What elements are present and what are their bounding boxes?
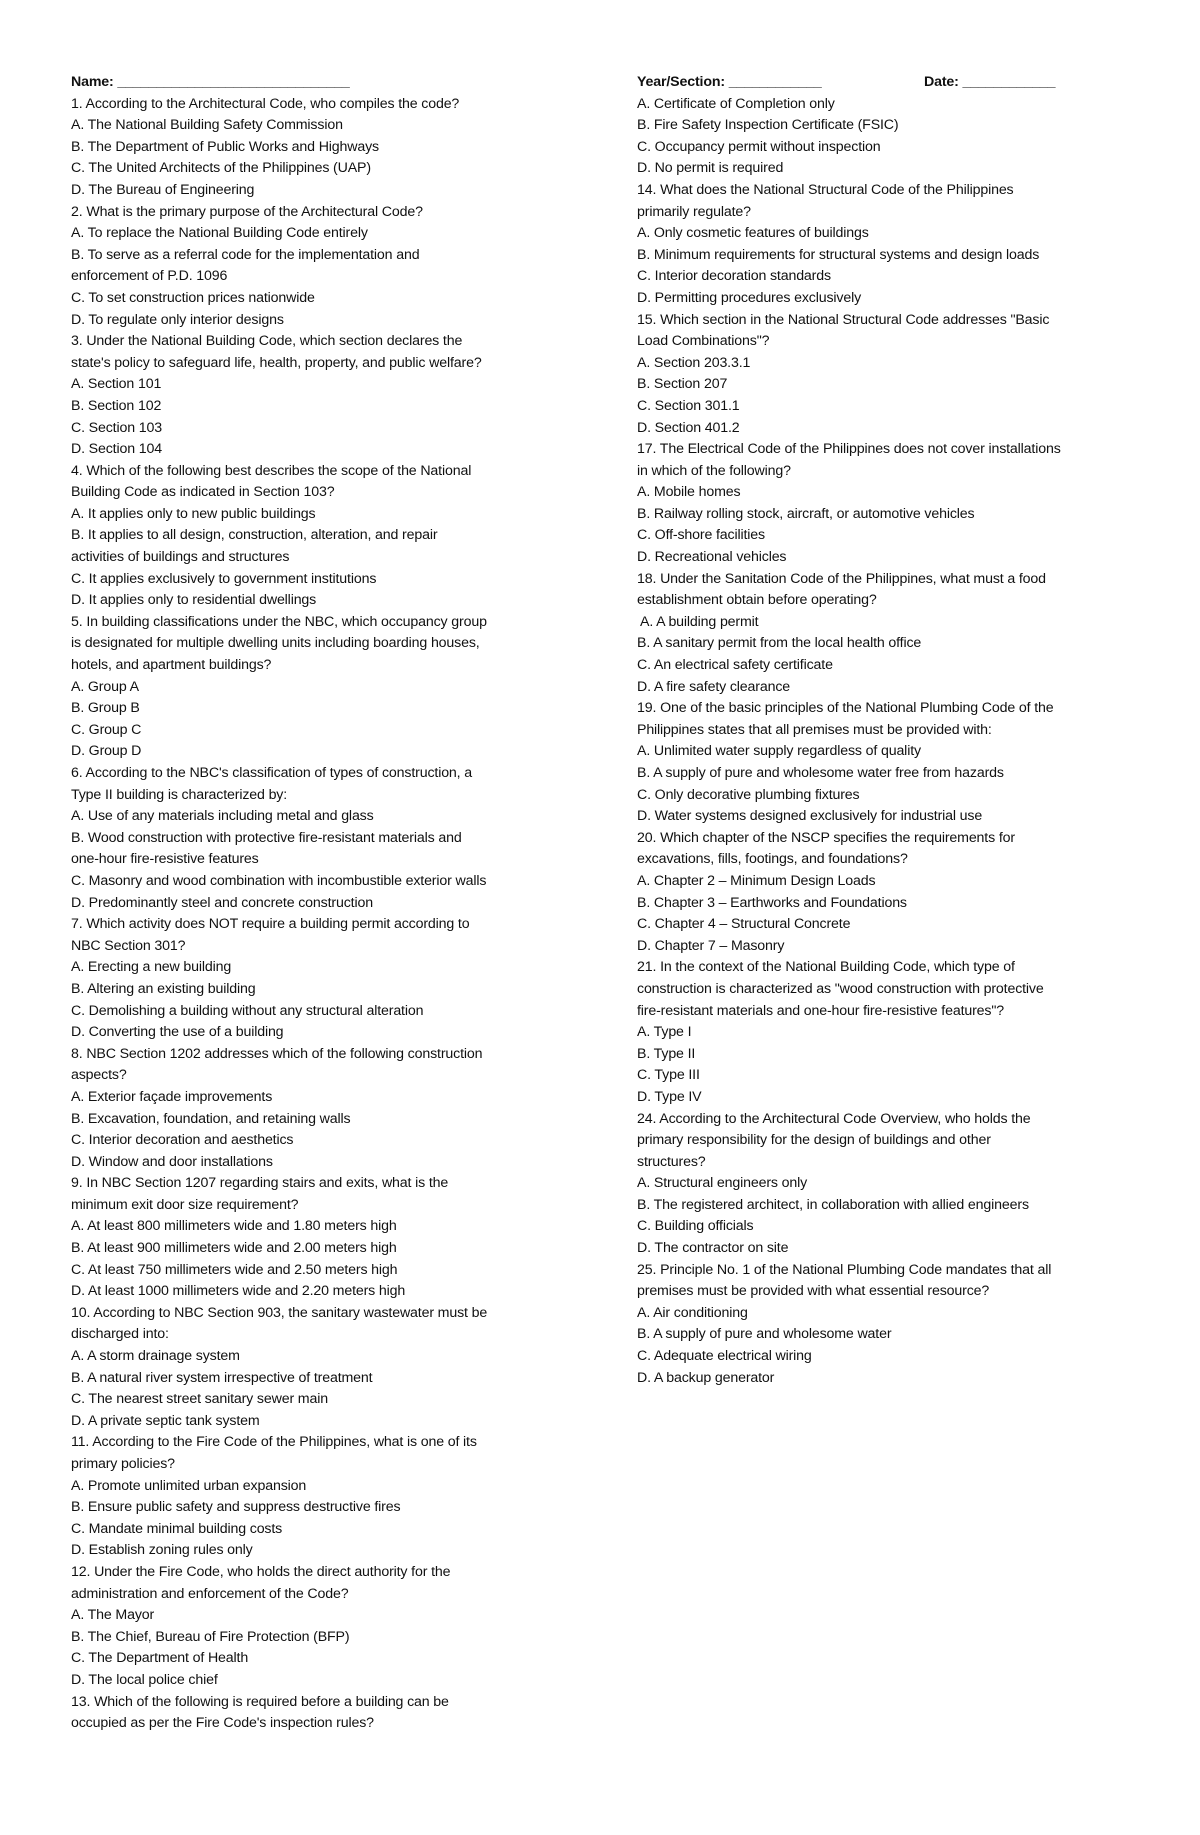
text-line: 21. In the context of the National Building Code, which type of (637, 959, 1015, 976)
text-line: C. Off-shore facilities (637, 527, 765, 544)
text-line: C. Adequate electrical wiring (637, 1348, 812, 1365)
right-column (637, 72, 1137, 1389)
text-line: C. The United Architects of the Philippines (UAP) (71, 160, 371, 177)
text-line: A. Structural engineers only (637, 1175, 808, 1192)
right-question-list (637, 94, 1137, 1390)
text-line: C. Demolishing a building without any structural alteration (71, 1002, 424, 1019)
text-line: Philippines states that all premises must be provided with: (637, 721, 992, 738)
name-field-label: Name: ______________________________ (71, 74, 350, 90)
text-line: B. Chapter 3 – Earthworks and Foundations (637, 894, 907, 911)
text-line: C. Section 103 (71, 419, 162, 436)
text-line: enforcement of P.D. 1096 (71, 268, 228, 285)
text-line: 9. In NBC Section 1207 regarding stairs and exits, what is the (71, 1175, 449, 1192)
text-line: A. A storm drainage system (71, 1348, 240, 1365)
text-line: B. Wood construction with protective fire-resistant materials and (71, 829, 462, 846)
text-line: 2. What is the primary purpose of the Architectural Code? (71, 203, 423, 220)
text-line: occupied as per the Fire Code's inspection rules? (71, 1715, 374, 1732)
text-line: minimum exit door size requirement? (71, 1196, 299, 1213)
text-line: activities of buildings and structures (71, 549, 290, 566)
text-line: 14. What does the National Structural Code of the Philippines (637, 181, 1014, 198)
text-line: D. To regulate only interior designs (71, 311, 284, 328)
text-line: D. The local police chief (71, 1671, 218, 1688)
text-line: 6. According to the NBC's classification of types of construction, a (71, 765, 472, 781)
text-line: B. At least 900 millimeters wide and 2.00 meters high (71, 1240, 397, 1257)
left-column (71, 72, 571, 1735)
text-line: 11. According to the Fire Code of the Philippines, what is one of its (71, 1434, 477, 1451)
text-line: D. Section 401.2 (637, 419, 740, 436)
text-line: C. Section 301.1 (637, 397, 740, 414)
text-line: A. Mobile homes (637, 484, 741, 501)
text-line: D. Window and door installations (71, 1153, 273, 1170)
text-line: B. A natural river system irrespective of treatment (71, 1369, 373, 1386)
text-line: 3. Under the National Building Code, which section declares the (71, 333, 463, 350)
text-line: 5. In building classifications under the NBC, which occupancy group (71, 613, 487, 630)
text-line: B. A sanitary permit from the local health office (637, 635, 922, 652)
text-line: C. It applies exclusively to government institutions (71, 570, 377, 587)
date-field-label: Date: ____________ (924, 74, 1056, 90)
text-line: Building Code as indicated in Section 103? (71, 484, 335, 501)
text-line: 4. Which of the following best describes the scope of the National (71, 462, 472, 479)
text-line: B. Excavation, foundation, and retaining walls (71, 1110, 351, 1127)
text-line: 18. Under the Sanitation Code of the Philippines, what must a food (637, 570, 1046, 587)
text-line: B. The registered architect, in collaboration with allied engineers (637, 1196, 1029, 1213)
text-line: 10. According to NBC Section 903, the sanitary wastewater must be (71, 1304, 488, 1321)
text-line: B. Type II (637, 1045, 696, 1062)
text-line: C. Group C (71, 721, 142, 738)
text-line: A. A building permit (637, 613, 759, 630)
text-line: D. Group D (71, 743, 142, 760)
text-line: B. Group B (71, 700, 140, 717)
text-line: C. Only decorative plumbing fixtures (637, 786, 860, 803)
text-line: D. Recreational vehicles (637, 549, 787, 566)
text-line: fire-resistant materials and one-hour fire-resistive features"? (637, 1002, 1004, 1019)
left-question-list (71, 94, 571, 1735)
text-line: C. Occupancy permit without inspection (637, 138, 881, 155)
text-line: D. A fire safety clearance (637, 678, 791, 695)
text-line: C. To set construction prices nationwide (71, 289, 315, 306)
text-line: A. Certificate of Completion only (637, 95, 835, 112)
text-line: A. The National Building Safety Commission (71, 117, 343, 134)
text-line: in which of the following? (637, 462, 791, 479)
year-section-field-label: Year/Section: ____________ (637, 74, 822, 90)
text-line: 12. Under the Fire Code, who holds the direct authority for the (71, 1563, 451, 1580)
text-line: 15. Which section in the National Structural Code addresses "Basic (637, 311, 1050, 328)
text-line: B. The Department of Public Works and Highways (71, 138, 379, 155)
text-line: A. It applies only to new public buildings (71, 505, 316, 522)
text-line: A. Only cosmetic features of buildings (637, 225, 869, 242)
text-line: A. Type I (637, 1024, 692, 1041)
header-row (637, 72, 1137, 94)
text-line: C. The Department of Health (71, 1650, 249, 1667)
text-line: primary policies? (71, 1456, 175, 1472)
text-line: D. A private septic tank system (71, 1412, 260, 1429)
text-line: hotels, and apartment buildings? (71, 657, 272, 674)
text-line: 1. According to the Architectural Code, who compiles the code? (71, 95, 460, 112)
text-line: NBC Section 301? (71, 937, 186, 954)
text-line: A. Chapter 2 – Minimum Design Loads (637, 872, 876, 889)
text-line: B. A supply of pure and wholesome water free from hazards (637, 765, 1004, 781)
text-line: construction is characterized as "wood construction with protective (637, 980, 1044, 997)
text-line: D. Water systems designed exclusively for industrial use (637, 808, 983, 825)
text-line: A. At least 800 millimeters wide and 1.80 meters high (71, 1218, 397, 1235)
text-line: C. Masonry and wood combination with incombustible exterior walls (71, 872, 487, 889)
text-line: 25. Principle No. 1 of the National Plumbing Code mandates that all (637, 1261, 1052, 1278)
text-line: establishment obtain before operating? (637, 592, 877, 609)
text-line: D. Converting the use of a building (71, 1024, 284, 1041)
text-line: D. Establish zoning rules only (71, 1542, 253, 1559)
text-line: A. Exterior façade improvements (71, 1088, 273, 1105)
text-line: D. Section 104 (71, 441, 162, 458)
text-line: D. A backup generator (637, 1369, 775, 1386)
text-line: A. Group A (71, 678, 139, 695)
text-line: C. At least 750 millimeters wide and 2.50 meters high (71, 1261, 398, 1278)
text-line: B. A supply of pure and wholesome water (637, 1326, 892, 1343)
text-line: 7. Which activity does NOT require a building permit according to (71, 916, 470, 933)
text-line: primary responsibility for the design of buildings and other (637, 1132, 991, 1149)
text-line: Load Combinations"? (637, 333, 770, 350)
text-line: A. Unlimited water supply regardless of quality (637, 743, 921, 760)
text-line: B. Section 207 (637, 376, 728, 393)
text-line: 19. One of the basic principles of the National Plumbing Code of the (637, 700, 1054, 717)
text-line: B. Altering an existing building (71, 980, 256, 997)
text-line: 24. According to the Architectural Code Overview, who holds the (637, 1110, 1031, 1127)
text-line: A. Section 101 (71, 376, 162, 393)
text-line: D. Predominantly steel and concrete construction (71, 894, 373, 911)
text-line: C. Interior decoration standards (637, 268, 831, 285)
text-line: D. At least 1000 millimeters wide and 2.20 meters high (71, 1283, 406, 1300)
text-line: one-hour fire-resistive features (71, 851, 259, 868)
text-line: D. It applies only to residential dwellings (71, 592, 317, 609)
text-line: B. It applies to all design, construction, alteration, and repair (71, 527, 438, 544)
text-line: discharged into: (71, 1326, 169, 1343)
text-line: 8. NBC Section 1202 addresses which of the following construction (71, 1045, 483, 1062)
text-line: 20. Which chapter of the NSCP specifies the requirements for (637, 829, 1015, 846)
text-line: C. Mandate minimal building costs (71, 1520, 283, 1537)
text-line: C. Interior decoration and aesthetics (71, 1132, 294, 1149)
text-line: administration and enforcement of the Code? (71, 1585, 349, 1602)
text-line: D. Type IV (637, 1088, 702, 1105)
text-line: A. The Mayor (71, 1607, 155, 1624)
text-line: B. Minimum requirements for structural systems and design loads (637, 246, 1040, 263)
text-line: A. To replace the National Building Code entirely (71, 225, 368, 242)
text-line: C. Chapter 4 – Structural Concrete (637, 916, 851, 933)
text-line: B. To serve as a referral code for the implementation and (71, 246, 420, 263)
text-line: A. Erecting a new building (71, 959, 232, 976)
text-line: A. Section 203.3.1 (637, 354, 751, 371)
text-line: excavations, fills, footings, and foundations? (637, 851, 908, 868)
text-line: A. Use of any materials including metal and glass (71, 808, 374, 825)
text-line: D. Chapter 7 – Masonry (637, 937, 785, 954)
text-line: aspects? (71, 1067, 127, 1084)
text-line: C. The nearest street sanitary sewer main (71, 1391, 328, 1408)
text-line: C. Type III (637, 1067, 700, 1084)
text-line: D. No permit is required (637, 160, 784, 177)
text-line: state's policy to safeguard life, health, property, and public welfare? (71, 354, 482, 371)
text-line: structures? (637, 1153, 706, 1170)
text-line: 13. Which of the following is required before a building can be (71, 1693, 449, 1710)
text-line: A. Air conditioning (637, 1304, 748, 1321)
text-line: D. The contractor on site (637, 1240, 789, 1257)
text-line: B. Railway rolling stock, aircraft, or automotive vehicles (637, 505, 975, 522)
text-line: is designated for multiple dwelling units including boarding houses, (71, 635, 480, 652)
text-line: C. An electrical safety certificate (637, 657, 833, 674)
text-line: B. Section 102 (71, 397, 162, 414)
text-line: D. The Bureau of Engineering (71, 181, 255, 198)
text-line: 17. The Electrical Code of the Philippines does not cover installations (637, 441, 1061, 458)
text-line: B. The Chief, Bureau of Fire Protection (BFP) (71, 1628, 350, 1645)
text-line: D. Permitting procedures exclusively (637, 289, 862, 306)
text-line: Type II building is characterized by: (71, 786, 288, 803)
text-line: B. Ensure public safety and suppress destructive fires (71, 1499, 401, 1516)
text-line: A. Promote unlimited urban expansion (71, 1477, 307, 1494)
text-line: premises must be provided with what essential resource? (637, 1283, 990, 1300)
text-line: C. Building officials (637, 1218, 754, 1235)
text-line: primarily regulate? (637, 203, 751, 220)
text-line: B. Fire Safety Inspection Certificate (FSIC) (637, 117, 899, 134)
